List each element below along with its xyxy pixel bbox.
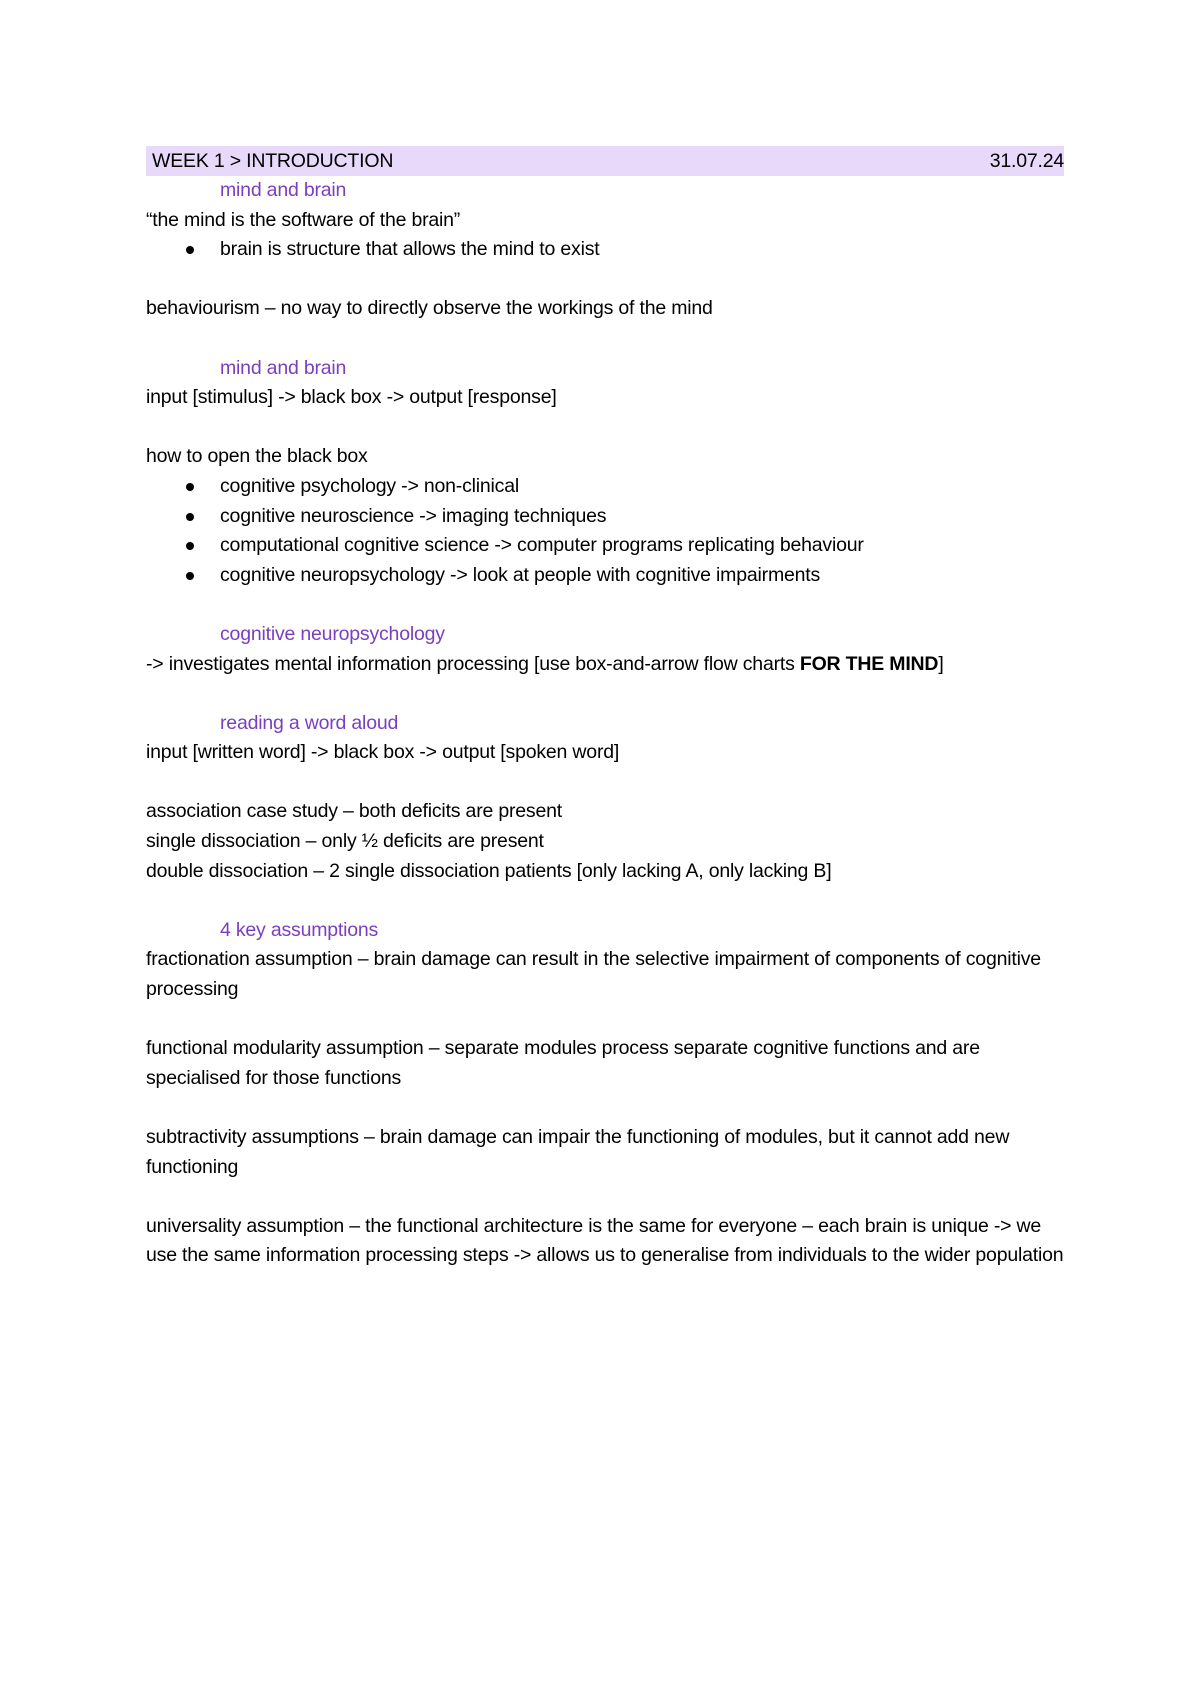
bullet-icon	[186, 572, 194, 580]
text-line: how to open the black box	[146, 445, 368, 468]
spacer	[146, 413, 1064, 443]
week-header-bar	[146, 146, 1064, 176]
bullet-icon	[186, 542, 194, 550]
bullet-icon	[186, 513, 194, 521]
bullet-icon	[186, 246, 194, 254]
text-line: input [stimulus] -> black box -> output [response]	[146, 386, 557, 409]
text-paragraph: -> investigates mental information processing [use box-and-arrow flow charts FOR THE MIND]	[146, 652, 944, 675]
spacer	[146, 886, 1064, 916]
list-item: computational cognitive science -> computer programs replicating behaviour	[146, 531, 1064, 561]
section-heading: 4 key assumptions	[220, 918, 379, 941]
text-paragraph: functional modularity assumption – separate modules process separate cognitive functions and are specialised for those functions	[146, 1037, 980, 1089]
spacer	[146, 1182, 1064, 1212]
text-line: input [written word] -> black box -> output [spoken word]	[146, 741, 620, 764]
section-heading: mind and brain	[220, 356, 347, 379]
text-line: double dissociation – 2 single dissociation patients [only lacking A, only lacking B]	[146, 859, 832, 882]
spacer	[146, 265, 1064, 295]
list-item: cognitive neuropsychology -> look at people with cognitive impairments	[146, 561, 1064, 591]
list-item: cognitive neuroscience -> imaging techniques	[146, 502, 1064, 532]
week-title: WEEK 1 > INTRODUCTION	[152, 150, 394, 172]
spacer	[146, 1005, 1064, 1035]
text-line: single dissociation – only ½ deficits are present	[146, 830, 544, 853]
list-item: cognitive psychology -> non-clinical	[146, 472, 1064, 502]
bullet-list	[146, 235, 1064, 265]
text-line: association case study – both deficits are present	[146, 800, 562, 823]
section-heading: reading a word aloud	[220, 711, 399, 734]
text-line: behaviourism – no way to directly observe the workings of the mind	[146, 297, 713, 320]
text-paragraph: universality assumption – the functional architecture is the same for everyone – each brain is unique -> we use the same information processing steps -> allows us to generalise from individuals to the wider population	[146, 1214, 1064, 1267]
quote-line: “the mind is the software of the brain”	[146, 208, 461, 231]
section-heading: mind and brain	[220, 179, 347, 201]
text-paragraph: subtractivity assumptions – brain damage can impair the functioning of modules, but it cannot add new functioning	[146, 1126, 1010, 1178]
document-body	[146, 146, 1064, 1271]
spacer	[146, 324, 1064, 354]
emphasis-text: FOR THE MIND	[799, 652, 939, 675]
spacer	[146, 590, 1064, 620]
list-item: brain is structure that allows the mind to exist	[146, 235, 1064, 265]
section-heading: cognitive neuropsychology	[220, 622, 445, 645]
spacer	[146, 1093, 1064, 1123]
spacer	[146, 679, 1064, 709]
spacer	[146, 768, 1064, 798]
date-label: 31.07.24	[989, 150, 1064, 172]
bullet-list	[146, 472, 1064, 590]
text-paragraph: fractionation assumption – brain damage can result in the selective impairment of components of cognitive processing	[146, 948, 1041, 1001]
bullet-icon	[186, 483, 194, 491]
